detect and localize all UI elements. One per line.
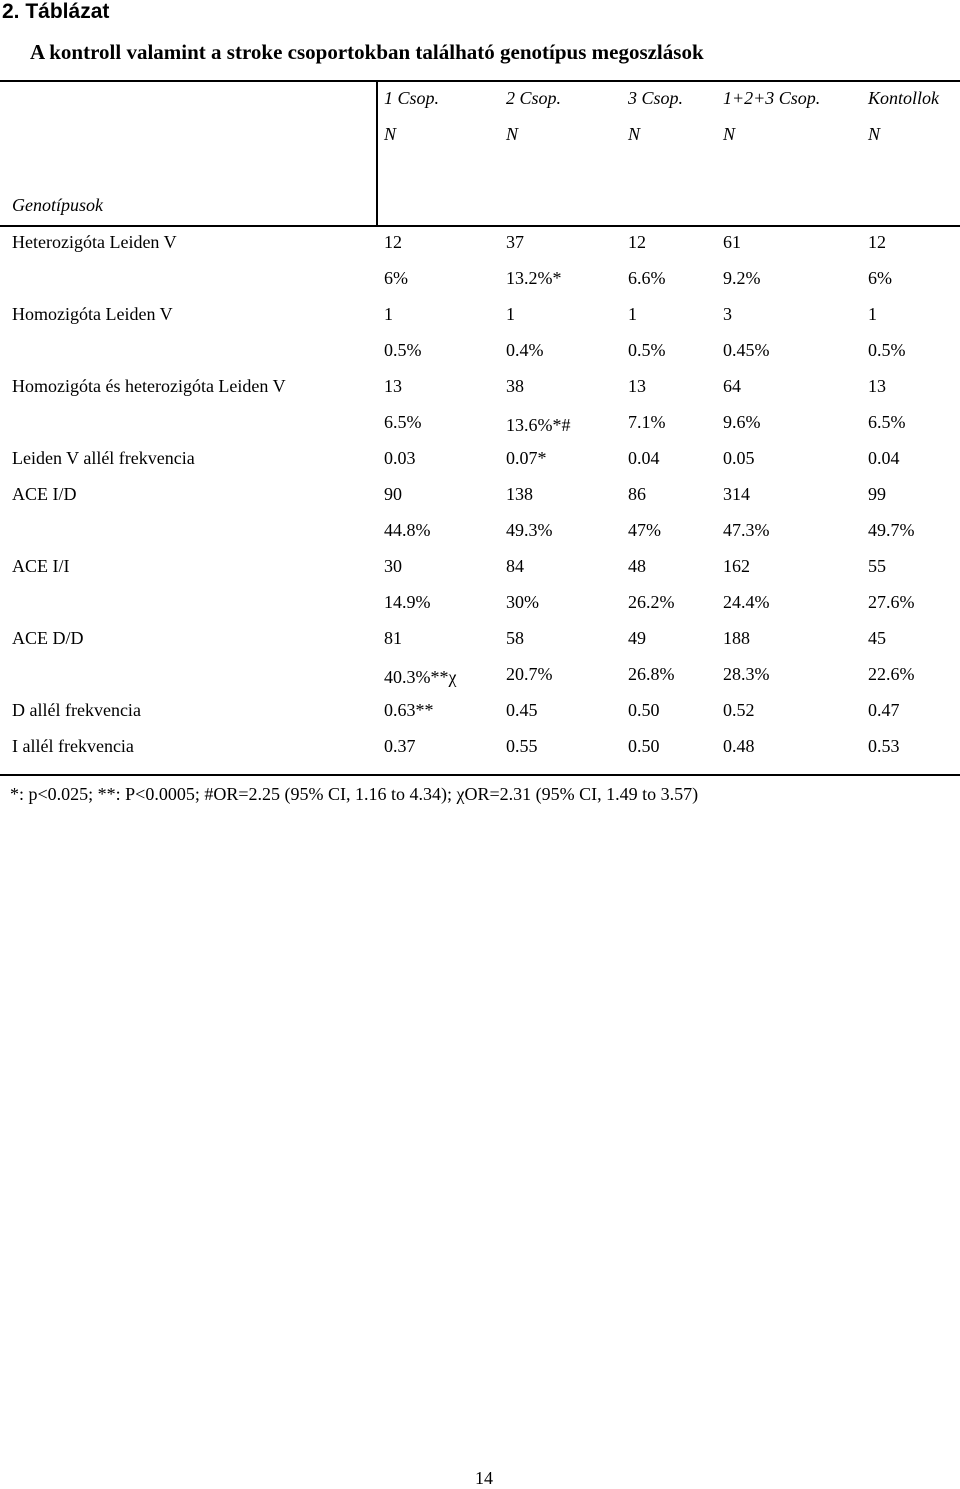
table-cell-percent: 0.5%	[628, 340, 666, 360]
table-cell-count: 162	[723, 556, 750, 576]
table-cell-count: 90	[384, 484, 402, 504]
table-cell-count: 12	[384, 232, 402, 252]
row-label: ACE I/D	[12, 484, 77, 504]
table-cell-percent: 7.1%	[628, 412, 666, 432]
table-cell-percent: 24.4%	[723, 592, 770, 612]
table-cell-count: 84	[506, 556, 524, 576]
table-cell-count: 0.03	[384, 448, 416, 468]
table-cell-count: 12	[628, 232, 646, 252]
table-cell-count: 0.47	[868, 700, 900, 720]
table-bottom-rule	[0, 774, 960, 776]
row-label: Leiden V allél frekvencia	[12, 448, 195, 468]
table-cell-percent: 0.4%	[506, 340, 544, 360]
table-cell-count: 37	[506, 232, 524, 252]
header-bottom-rule	[0, 225, 960, 227]
table-cell-percent: 6.6%	[628, 268, 666, 288]
table-top-rule	[0, 80, 960, 82]
table-cell-count: 0.53	[868, 736, 900, 756]
row-label: Homozigóta és heterozigóta Leiden V	[12, 376, 286, 396]
table-cell-count: 1	[384, 304, 393, 324]
table-cell-count: 86	[628, 484, 646, 504]
table-cell-count: 45	[868, 628, 886, 648]
table-cell-percent: 40.3%**χ	[384, 667, 457, 687]
table-cell-count: 0.52	[723, 700, 755, 720]
row-label: I allél frekvencia	[12, 736, 134, 756]
table-cell-percent: 0.45%	[723, 340, 770, 360]
table-cell-count: 0.04	[628, 448, 660, 468]
table-cell-percent: 49.3%	[506, 520, 553, 540]
table-cell-count: 49	[628, 628, 646, 648]
page-number: 14	[475, 1468, 493, 1488]
table-cell-percent: 14.9%	[384, 592, 431, 612]
table-cell-count: 1	[868, 304, 877, 324]
table-cell-count: 0.48	[723, 736, 755, 756]
table-cell-percent: 47%	[628, 520, 661, 540]
table-cell-percent: 28.3%	[723, 664, 770, 684]
table-cell-count: 0.45	[506, 700, 538, 720]
table-cell-percent: 0.5%	[868, 340, 906, 360]
section-heading: 2. Táblázat	[2, 0, 110, 23]
table-cell-percent: 47.3%	[723, 520, 770, 540]
table-cell-percent: 49.7%	[868, 520, 915, 540]
table-cell-percent: 6%	[868, 268, 892, 288]
table-cell-percent: 0.5%	[384, 340, 422, 360]
table-cell-percent: 44.8%	[384, 520, 431, 540]
table-cell-count: 0.07*	[506, 448, 547, 468]
table-cell-count: 0.63**	[384, 700, 434, 720]
row-label: ACE I/I	[12, 556, 70, 576]
table-cell-count: 13	[384, 376, 402, 396]
table-cell-count: 0.50	[628, 736, 660, 756]
row-header-label: Genotípusok	[12, 195, 103, 215]
table-cell-count: 64	[723, 376, 741, 396]
column-group-header: 1 Csop.	[384, 88, 440, 108]
row-label: D allél frekvencia	[12, 700, 141, 720]
table-cell-count: 138	[506, 484, 533, 504]
table-cell-percent: 6.5%	[384, 412, 422, 432]
table-cell-count: 0.04	[868, 448, 900, 468]
table-cell-percent: 6%	[384, 268, 408, 288]
table-cell-count: 13	[868, 376, 886, 396]
table-cell-percent: 22.6%	[868, 664, 915, 684]
table-cell-count: 0.05	[723, 448, 755, 468]
table-cell-count: 30	[384, 556, 402, 576]
table-cell-count: 58	[506, 628, 524, 648]
column-group-header: 2 Csop.	[506, 88, 562, 108]
column-group-header: Kontollok	[868, 88, 939, 108]
table-cell-percent: 13.6%*#	[506, 415, 571, 435]
column-n-header: N	[628, 124, 641, 144]
table-cell-count: 314	[723, 484, 750, 504]
table-cell-count: 1	[506, 304, 515, 324]
row-label: ACE D/D	[12, 628, 84, 648]
column-n-header: N	[384, 124, 397, 144]
table-cell-count: 99	[868, 484, 886, 504]
table-cell-percent: 26.8%	[628, 664, 675, 684]
table-cell-count: 0.55	[506, 736, 538, 756]
column-n-header: N	[723, 124, 736, 144]
table-cell-percent: 20.7%	[506, 664, 553, 684]
table-cell-count: 3	[723, 304, 732, 324]
header-vertical-rule	[376, 82, 378, 225]
row-label: Homozigóta Leiden V	[12, 304, 173, 324]
table-cell-percent: 30%	[506, 592, 539, 612]
column-n-header: N	[506, 124, 519, 144]
table-cell-percent: 13.2%*	[506, 268, 562, 288]
table-cell-count: 0.50	[628, 700, 660, 720]
table-cell-count: 13	[628, 376, 646, 396]
table-cell-count: 61	[723, 232, 741, 252]
table-cell-count: 0.37	[384, 736, 416, 756]
table-cell-count: 12	[868, 232, 886, 252]
table-cell-percent: 9.6%	[723, 412, 761, 432]
table-cell-count: 48	[628, 556, 646, 576]
table-cell-count: 81	[384, 628, 402, 648]
table-cell-percent: 27.6%	[868, 592, 915, 612]
table-cell-count: 188	[723, 628, 750, 648]
table-cell-count: 38	[506, 376, 524, 396]
table-footnote: *: p<0.025; **: P<0.0005; #OR=2.25 (95% CI, 1.16 to 4.34); χOR=2.31 (95% CI, 1.49 to 3.57)	[10, 784, 699, 804]
table-cell-count: 1	[628, 304, 637, 324]
row-label: Heterozigóta Leiden V	[12, 232, 177, 252]
table-cell-count: 55	[868, 556, 886, 576]
table-cell-percent: 26.2%	[628, 592, 675, 612]
table-cell-percent: 6.5%	[868, 412, 906, 432]
column-group-header: 3 Csop.	[628, 88, 684, 108]
column-group-header: 1+2+3 Csop.	[723, 88, 821, 108]
column-n-header: N	[868, 124, 881, 144]
table-cell-percent: 9.2%	[723, 268, 761, 288]
table-title: A kontroll valamint a stroke csoportokban található genotípus megoszlások	[30, 40, 704, 64]
